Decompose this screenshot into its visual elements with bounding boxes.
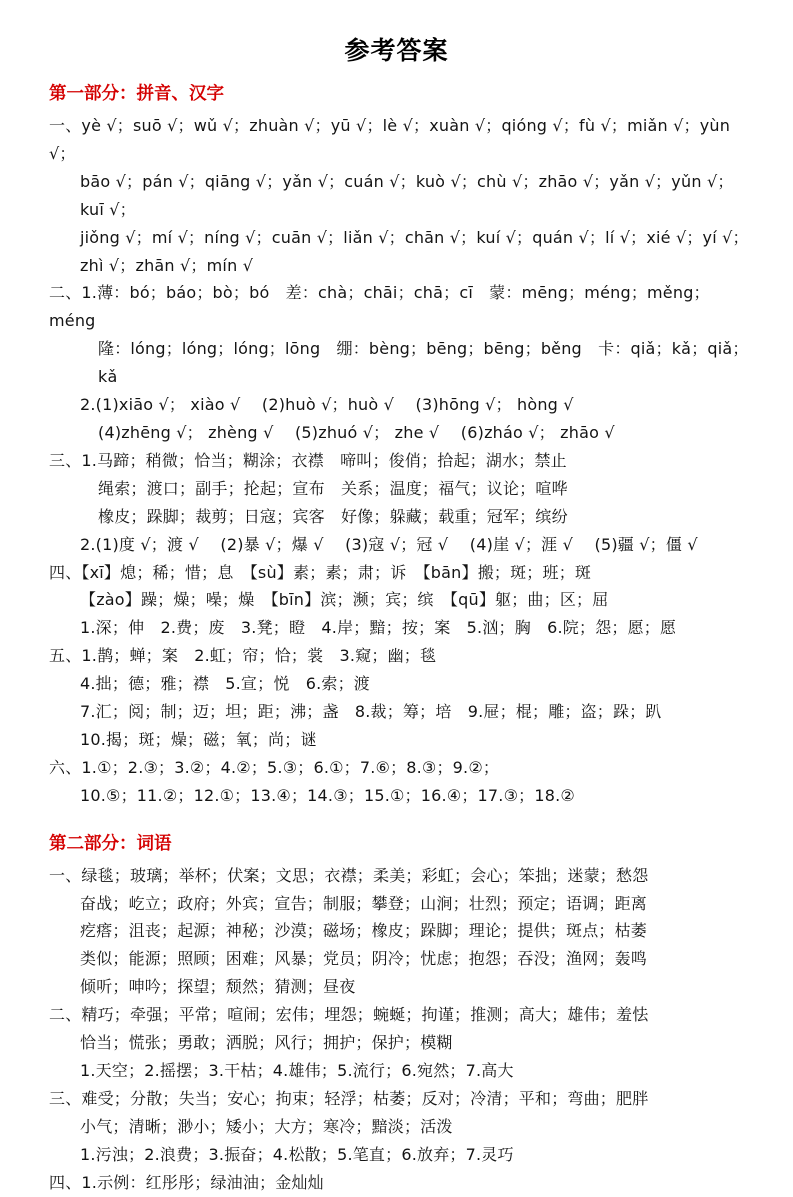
answer-line: 绳索；渡口；副手；抡起；宣布 关系；温度；福气；议论；喧哗 [98, 478, 568, 498]
answer-line: 疙瘩；沮丧；起源；神秘；沙漠；磁场；橡皮；跺脚；理论；提供；斑点；枯萎 [80, 921, 648, 941]
answer-line: 7.汇；阅；制；迈；坦；距；沸；盏 8.裁；筹；培 9.屉；棍；雕；盗；跺；趴 [80, 702, 662, 722]
answer-line: 倾听；呻吟；探望；颓然；猜测；昼夜 [80, 977, 356, 997]
answer-line: 四、【xī】熄；稀；惜；息 【sù】素；素；肃；诉 【bān】搬；斑；班；斑 [49, 562, 592, 582]
answer-line: 二、1.薄：bó；báo；bò；bó 差：chà；chāi；chā；cī 蒙：mēng；méng；měng；méng [49, 283, 710, 331]
page-title: 参考答案 [344, 36, 449, 65]
answer-line: 10.揭；斑；燥；磁；氧；尚；谜 [80, 729, 317, 749]
answer-line: 一、yè √；suō √；wǔ √；zhuàn √；yū √；lè √；xuàn √；qióng √；fù √；miǎn √；yùn √； [49, 116, 736, 163]
answer-line: 【zào】躁；燥；噪；燥 【bīn】滨；濒；宾；缤 【qū】躯；曲；区；屈 [80, 590, 609, 610]
answer-line: 1.天空；2.摇摆；3.干枯；4.雄伟；5.流行；6.宛然；7.高大 [80, 1061, 514, 1080]
answer-line: 三、难受；分散；失当；安心；拘束；轻浮；枯萎；反对；冷清；平和；弯曲；肥胖 [49, 1088, 649, 1108]
answer-line: bāo √；pán √；qiāng √；yǎn √；cuán √；kuò √；chù √；zhāo √；yǎn √；yǔn √；kuī √； [80, 171, 734, 219]
answer-line: 2.(1)度 √；渡 √ (2)暴 √；爆 √ (3)寇 √；冠 √ (4)崖 √；涯 √ (5)疆 √；僵 √ [80, 534, 698, 554]
answer-line: 1.深；伸 2.费；废 3.凳；瞪 4.岸；黯；按；案 5.汹；胸 6.院；怨；愿；愿 [80, 618, 677, 638]
answer-line: 二、精巧；牵强；平常；喧闹；宏伟；埋怨；蜿蜒；拘谨；推测；高大；雄伟；羞怯 [49, 1005, 649, 1025]
answer-line: 2.(1)xiāo √； xiào √ (2)huò √；huò √ (3)hōng √； hòng √ [80, 395, 574, 415]
answer-line: 类似；能源；照顾；困难；风暴；党员；阴冷；忧虑；抱怨；吞没；渔网；轰鸣 [80, 949, 648, 969]
answer-line: 恰当；慌张；勇敢；洒脱；风行；拥护；保护；模糊 [80, 1033, 453, 1053]
section-heading: 第二部分：词语 [49, 833, 172, 854]
answer-sections [49, 82, 753, 1197]
answer-line: 六、1.①；2.③；3.②；4.②；5.③；6.①；7.⑥；8.③；9.②； [49, 757, 500, 777]
answer-line: (4)zhēng √； zhèng √ (5)zhuó √； zhe √ (6)zháo √； zhāo √ [98, 422, 615, 442]
section-heading: 第一部分：拼音、汉字 [49, 84, 224, 104]
answer-line: 1.污浊；2.浪费；3.振奋；4.松散；5.笔直；6.放弃；7.灵巧 [80, 1144, 514, 1164]
answer-line: 奋战；屹立；政府；外宾；宣告；制服；攀登；山涧；壮烈；预定；语调；距离 [80, 893, 648, 913]
answer-line: 五、1.鹊；蝉；案 2.虹；帘；恰；裳 3.窥；幽；毯 [49, 646, 437, 666]
answer-line: 4.拙；德；雅；襟 5.宣；悦 6.索；渡 [80, 674, 370, 694]
answer-line: 三、1.马蹄；稍微；恰当；糊涂；衣襟 啼叫；俊俏；拾起；湖水；禁止 [49, 450, 567, 470]
answer-line: zhì √；zhān √；mín √ [80, 255, 254, 275]
answer-line: 小气；清晰；渺小；矮小；大方；寒冷；黯淡；活泼 [80, 1116, 453, 1136]
answer-line: 橡皮；跺脚；裁剪；日寇；宾客 好像；躲藏；载重；冠军；缤纷 [98, 506, 568, 526]
answer-line: jiǒng √；mí √；níng √；cuān √；liǎn √；chān √；kuí √；quán √；lí √；xié √；yí √； [80, 227, 749, 247]
answer-line: 10.⑤；11.②；12.①；13.④；14.③；15.①；16.④；17.③；18.② [80, 785, 575, 805]
answer-line: 四、1.示例：红彤彤；绿油油；金灿灿 [49, 1172, 324, 1192]
answer-line: 一、绿毯；玻璃；举杯；伏案；文思；衣襟；柔美；彩虹；会心；笨拙；迷蒙；愁怨 [49, 865, 649, 885]
answer-line: 隆：lóng；lóng；lóng；lōng 绷：bèng；bēng；bēng；běng 卡：qiǎ；kǎ；qiǎ；kǎ [98, 339, 749, 387]
